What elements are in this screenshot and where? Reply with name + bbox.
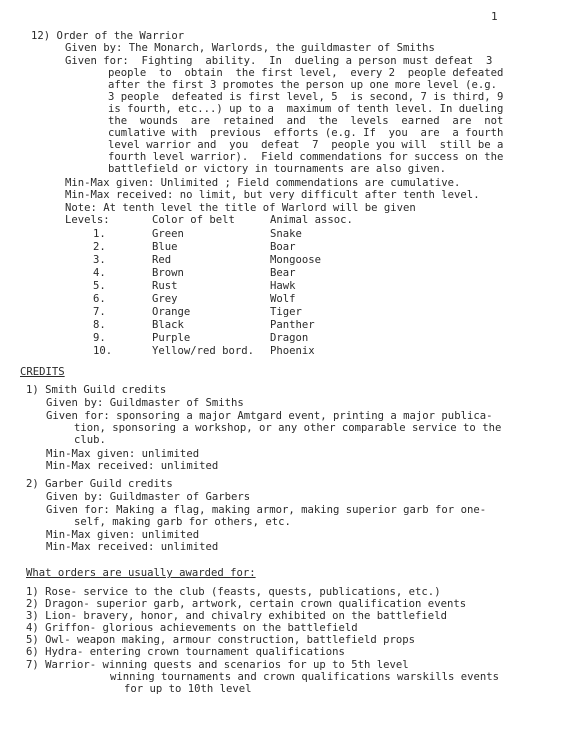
- warrior-note: Note: At tenth level the title of Warlord will be given: [65, 202, 416, 214]
- level-number: 5.: [93, 280, 106, 292]
- level-number: 4.: [93, 267, 106, 279]
- levels-label: Levels:: [65, 214, 110, 226]
- warrior-given-for-line: after the first 3 promotes the person up one more level (e.g.: [108, 79, 498, 91]
- warrior-given-for-line: Given for: Fighting ability. In dueling a person must defeat 3: [65, 55, 493, 67]
- page-number: 1: [491, 10, 498, 23]
- level-belt: Grey: [152, 293, 178, 305]
- level-number: 2.: [93, 241, 106, 253]
- level-number: 6.: [93, 293, 106, 305]
- garber-credits-title: 2) Garber Guild credits: [26, 478, 173, 490]
- award-item: 6) Hydra- entering crown tournament qualifications: [26, 646, 345, 658]
- level-number: 7.: [93, 306, 106, 318]
- warrior-given-for-line: cumlative with previous efforts (e.g. If you are a fourth: [108, 127, 504, 139]
- smith-min-max-given: Min-Max given: unlimited: [46, 448, 200, 460]
- warrior-given-for-line: fourth level warrior). Field commendations for success on the: [108, 151, 504, 163]
- warrior-given-for-line: the wounds are retained and the levels earned are not: [108, 115, 504, 127]
- award-item: 4) Griffon- glorious achievements on the battlefield: [26, 622, 358, 634]
- smith-given-for-line: Given for: sponsoring a major Amtgard event, printing a major publica-: [46, 410, 493, 422]
- level-belt: Black: [152, 319, 184, 331]
- level-animal: Wolf: [270, 293, 296, 305]
- warrior-given-for-line: people to obtain the first level, every 2 people defeated: [108, 67, 504, 79]
- level-animal: Dragon: [270, 332, 309, 344]
- smith-min-max-received: Min-Max received: unlimited: [46, 460, 219, 472]
- animal-column-header: Animal assoc.: [270, 214, 353, 226]
- level-animal: Hawk: [270, 280, 296, 292]
- garber-min-max-given: Min-Max given: unlimited: [46, 529, 200, 541]
- warrior-min-max-received: Min-Max received: no limit, but very difficult after tenth level.: [65, 189, 480, 201]
- usually-awarded-heading: What orders are usually awarded for:: [26, 567, 256, 579]
- level-animal: Tiger: [270, 306, 302, 318]
- smith-given-for-line: club.: [74, 434, 106, 446]
- level-number: 10.: [93, 345, 113, 357]
- level-number: 9.: [93, 332, 106, 344]
- warrior-given-for-line: level warrior and you defeat 7 people you will still be a: [108, 139, 504, 151]
- level-belt: Yellow/red bord.: [152, 345, 255, 357]
- award-item: 1) Rose- service to the club (feasts, quests, publications, etc.): [26, 586, 441, 598]
- award-item: 7) Warrior- winning quests and scenarios for up to 5th level: [26, 659, 409, 671]
- garber-min-max-received: Min-Max received: unlimited: [46, 541, 219, 553]
- warrior-award-continuation: winning tournaments and crown qualifications warskills events: [110, 671, 500, 683]
- warrior-given-for-line: is fourth, etc...) up to a maximum of tenth level. In dueling: [108, 103, 504, 115]
- level-animal: Boar: [270, 241, 296, 253]
- garber-given-for-line: Given for: Making a flag, making armor, making superior garb for one-: [46, 504, 487, 516]
- belt-column-header: Color of belt: [152, 214, 235, 226]
- award-item: 5) Owl- weapon making, armour construction, battlefield props: [26, 634, 416, 646]
- level-animal: Panther: [270, 319, 315, 331]
- smith-given-by: Given by: Guildmaster of Smiths: [46, 397, 244, 409]
- warrior-heading: 12) Order of the Warrior: [31, 30, 185, 42]
- level-number: 1.: [93, 228, 106, 240]
- level-animal: Bear: [270, 267, 296, 279]
- level-animal: Mongoose: [270, 254, 322, 266]
- level-belt: Brown: [152, 267, 184, 279]
- level-belt: Purple: [152, 332, 191, 344]
- level-number: 8.: [93, 319, 106, 331]
- credits-heading: CREDITS: [20, 366, 65, 378]
- garber-given-by: Given by: Guildmaster of Garbers: [46, 491, 251, 503]
- smith-given-for-line: tion, sponsoring a workshop, or any other comparable service to the: [74, 422, 502, 434]
- smith-credits-title: 1) Smith Guild credits: [26, 384, 167, 396]
- warrior-min-max-given: Min-Max given: Unlimited ; Field commendations are cumulative.: [65, 177, 461, 189]
- warrior-given-for-line: battlefield or victory in tournaments are also given.: [108, 163, 447, 175]
- warrior-award-continuation: for up to 10th level: [124, 683, 252, 695]
- level-belt: Rust: [152, 280, 178, 292]
- level-animal: Snake: [270, 228, 302, 240]
- warrior-given-by: Given by: The Monarch, Warlords, the guildmaster of Smiths: [65, 42, 435, 54]
- level-animal: Phoenix: [270, 345, 315, 357]
- award-item: 3) Lion- bravery, honor, and chivalry exhibited on the battlefield: [26, 610, 447, 622]
- level-belt: Blue: [152, 241, 178, 253]
- level-belt: Red: [152, 254, 172, 266]
- level-number: 3.: [93, 254, 106, 266]
- level-belt: Green: [152, 228, 184, 240]
- award-item: 2) Dragon- superior garb, artwork, certain crown qualification events: [26, 598, 467, 610]
- warrior-given-for-line: 3 people defeated is first level, 5 is second, 7 is third, 9: [108, 91, 504, 103]
- level-belt: Orange: [152, 306, 191, 318]
- garber-given-for-line: self, making garb for others, etc.: [74, 516, 291, 528]
